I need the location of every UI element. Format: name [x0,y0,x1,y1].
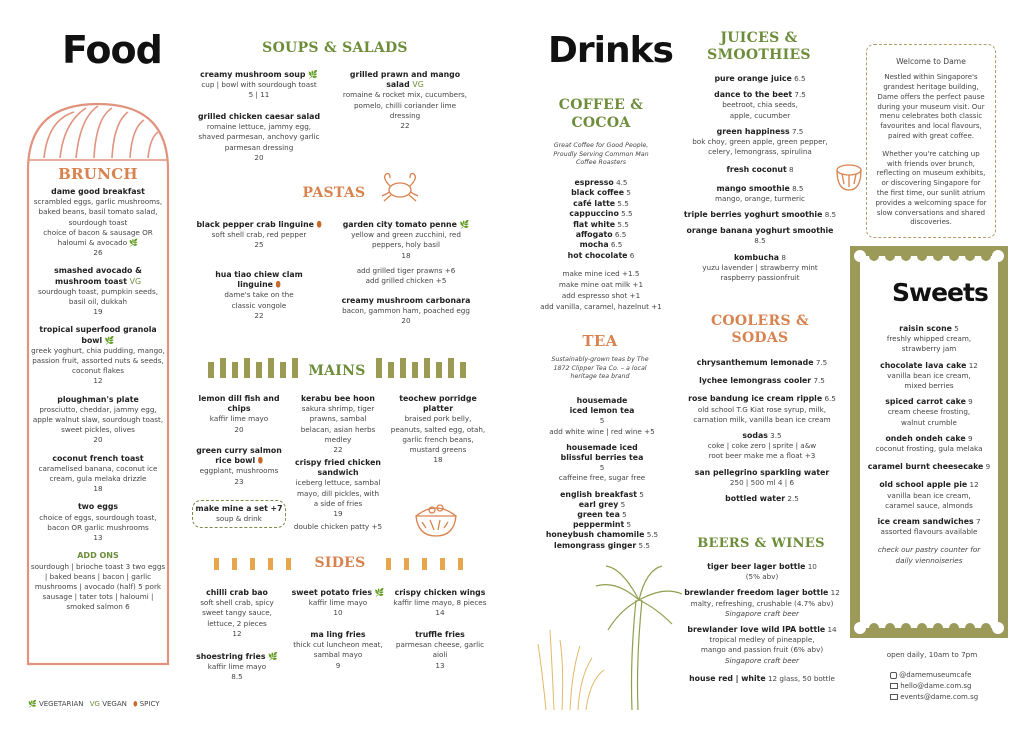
mail-icon [890,683,898,689]
mains-heading: MAINS [308,363,366,379]
menu-item: truffle fries parmesan cheese, garlic aioli 13 [395,630,485,670]
set-box: make mine a set +7 soup & drink [192,500,286,528]
mains-decor-left [206,356,306,382]
tea-tagline: Sustainably-grown teas by The 1872 Clipper Tea Co. – a local heritage tea brand [551,356,649,381]
menu-item: two eggs choice of eggs, sourdough toast, bacon OR garlic mushrooms 13 [39,502,157,543]
mains-decor-right [372,356,472,382]
menu-item: smashed avocado & mushroom toast VG sourdough toast, pumpkin seeds, basil oil, dukkah 19 [37,266,159,317]
menu-item: crispy fried chicken sandwich iceberg lettuce, sambal mayo, dill pickles, with a side of fries 19 [295,458,381,519]
menu-item: sweet potato fries 🌿 kaffir lime mayo 10 [291,588,385,618]
drinks-title: Drinks [548,30,673,71]
coffee-heading: COFFEE & COCOA [558,97,644,131]
menu-item: kerabu bee hoon sakura shrimp, tiger prawns, sambal belacan, asian herbs medley 22 [300,394,376,455]
palm-tree-illustration [536,560,686,710]
sides-decor-left [210,556,306,572]
sides-heading: SIDES [314,555,366,571]
menu-item: ma ling fries thick cut luncheon meat, sambal mayo 9 [293,630,383,670]
addons: ADD ONS sourdough | brioche toast 3 two eggs | baked beans | bacon | garlic mushrooms | avocado (half) 5 pork sausage | tater tots | haloumi | smoked salmon 6 [30,551,166,612]
welcome-p1: Nestled within Singapore's grandest heritage building, Dame offers the perfect pause during your museum visit. Our menu celebrates both classic favourites and local flavours, paired with great coffee. [877,73,985,140]
menu-item: creamy mushroom soup 🌿 cup | bowl with sourdough toast 5 | 11 [200,70,318,100]
menu-item: crispy chicken wings kaffir lime mayo, 8 pieces 14 [393,588,487,618]
menu-item: teochew porridge platter braised pork belly, peanuts, salted egg, otah, garlic french beans, mustard greens 18 [390,394,486,465]
soups-heading: SOUPS & SALADS [262,40,408,56]
menu-item: ploughman's plate prosciutto, cheddar, jammy egg, apple walnut slaw, sourdough toast, sweet pickles, olives 20 [32,394,164,445]
porridge-bowl-icon [412,494,460,540]
pasta-addons: add grilled tiger prawns +6 add grilled chicken +5 [356,266,456,286]
coffee-list: espresso 4.5 black coffee 5 café latte 5.5 cappuccino 5.5 flat white 5.5 affogato 6.5 mocha 6.5 hot chocolate 6 [567,178,635,260]
welcome-title: Welcome to Dame [896,57,966,66]
menu-item: creamy mushroom carbonara bacon, gammon ham, poached egg 20 [341,296,471,326]
sweets-list: raisin scone 5 freshly whipped cream, strawberry jam chocolate lava cake 12 vanilla bean ice cream, mixed berries spiced carrot cake 9 cream cheese frosting, walnut crumble ondeh ondeh cake 9 coconut frosting, gula melaka caramel burnt cheesecake 9 old school apple pie 12 vanilla bean ice cream, caramel sauce, almonds ice cream sandwiches 7 assorted flavours available check our pastry counter for daily viennoiseries [867,324,991,565]
pastas-heading: PASTAS [302,185,366,201]
crab-icon [378,170,422,206]
tea-list: housemade iced lemon tea 5 add white wine | red wine +5 housemade iced blissful berries tea 5 caffeine free, sugar free english breakfast 5 earl grey 5 green tea 5 peppermint 5 honeybush chamomile 5.5 lemongrass ginger 5.5 [545,396,659,550]
legend: 🌿 VEGETARIAN VG VEGAN ⬮ SPICY [28,700,160,708]
tea-heading: TEA [582,332,618,350]
juices-heading: JUICES & SMOOTHIES [707,30,811,63]
sweets-title: Sweets [892,278,988,307]
email-link[interactable]: hello@dame.com.sg [900,682,972,690]
coffee-tagline: Great Coffee for Good People, Proudly Serving Common Man Coffee Roasters [553,142,649,167]
instagram-link[interactable]: @damemuseumcafe [899,671,972,679]
menu-item: garden city tomato penne 🌿 yellow and green zucchini, red peppers, holy basil 18 [342,220,470,260]
brunch-heading: BRUNCH [58,165,138,183]
food-title: Food [62,28,162,72]
juices-list: pure orange juice 6.5 dance to the beet 7.5 beetroot, chia seeds, apple, cucumber green happiness 7.5 bok choy, green apple, green pepper, celery, lemongrass, spirulina fresh coconut 8 mango smoothie 8.5 mango, orange, turmeric triple berries yoghurt smoothie 8.5 orange banana yoghurt smoothie 8.5 kombucha 8 yuzu lavender | strawberry mint raspberry passionfruit [683,74,837,283]
beers-heading: BEERS & WINES [697,536,825,551]
welcome-box [866,44,996,238]
menu-item: black pepper crab linguine ⬮ soft shell crab, red pepper 25 [196,220,322,250]
instagram-icon [890,672,897,679]
opening-hours: open daily, 10am to 7pm [886,650,978,659]
coffee-extras: make mine iced +1.5 make mine oat milk +1 add espresso shot +1 add vanilla, caramel, hazelnut +1 [540,269,662,311]
menu-item: hua tiao chiew clam linguine ⬮ dame's take on the classic vongole 22 [215,270,303,320]
vegetarian-icon: 🌿 [129,238,139,248]
vegetarian-icon: 🌿 [28,700,37,708]
sides-decor-right [376,556,472,572]
menu-item: lemon dill fish and chips kaffir lime mayo 20 [198,394,280,434]
coolers-heading: COOLERS & SODAS [710,313,809,346]
coconut-icon [832,160,866,194]
menu-item: tropical superfood granola bowl 🌿 greek yoghurt, chia pudding, mango, passion fruit, assorted nuts & seeds, coconut flakes 12 [31,325,165,386]
mail-icon [890,694,898,700]
coolers-list: chrysanthemum lemonade 7.5 lychee lemongrass cooler 7.5 rose bandung ice cream ripple 6.5 old school T.G Kiat rose syrup, milk, carnation milk, vanilla bean ice cream sodas 3.5 coke | coke zero | sprite | a&w root beer make me a float +3 san pellegrino sparkling water 250 | 500 ml 4 | 6 bottled water 2.5 [688,358,836,504]
menu-item: grilled chicken caesar salad romaine lettuce, jammy egg, shaved parmesan, anchovy garlic parmesan dressing 20 [197,112,321,162]
contacts [890,670,978,703]
menu-item: shoestring fries 🌿 kaffir lime mayo 8.5 [196,652,278,682]
menu-item: grilled prawn and mango salad VG romaine & rocket mix, cucumbers, pomelo, chilli coriander lime dressing 22 [342,70,468,131]
beers-list: tiger beer lager bottle 10 (5% abv) brewlander freedom lager bottle 12 malty, refreshing, crushable (4.7% abv) Singapore craft beer brewlander love wild IPA bottle 14 tropical medley of pineapple, mango and passion fruit (6% abv) Singapore craft beer house red | white 12 glass, 50 bottle [684,562,840,683]
menu-item: coconut french toast caramelised banana, coconut ice cream, gula melaka drizzle 18 [38,453,158,494]
events-email-link[interactable]: events@dame.com.sg [900,693,979,701]
patty-addon: double chicken patty +5 [293,522,383,531]
welcome-p2: Whether you're catching up with friends over brunch, reflecting on museum exhibits, or discovering Singapore for the first time, our sunlit atrium provides a welcoming space for slow conversations and shared discoveries. [875,149,987,227]
menu-item: dame good breakfast scrambled eggs, garlic mushrooms, baked beans, basil tomato salad, sourdough toast choice of bacon & sausage OR haloumi & avocado 🌿 26 [33,187,163,258]
chilli-icon: ⬮ [133,700,138,708]
brunch-list [30,187,166,613]
menu-item: chilli crab bao soft shell crab, spicy sweet tangy sauce, lettuce, 2 pieces 12 [200,588,274,638]
vegetarian-icon: 🌿 [104,335,115,345]
menu-item: green curry salmon rice bowl ⬮ eggplant, mushrooms 23 [196,446,282,486]
